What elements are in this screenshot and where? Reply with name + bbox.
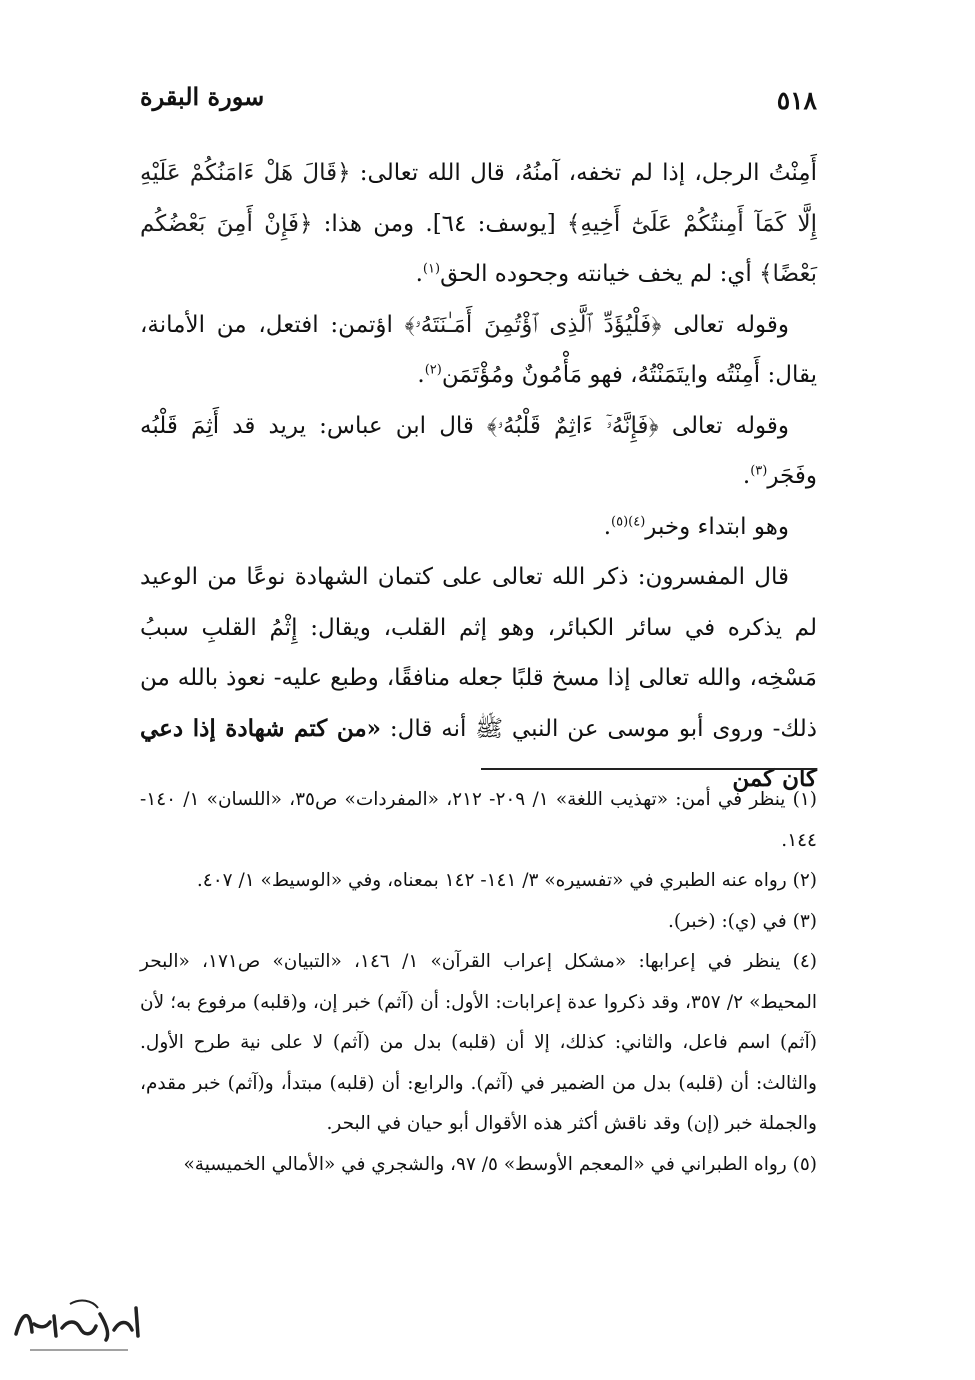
text: . — [415, 261, 423, 287]
footnote-ref[interactable]: (١) — [422, 261, 441, 277]
footnote-2: (٢) رواه عنه الطبري في «تفسيره» ٣/ ١٤١- ١٤٢ بمعناه، وفي «الوسيط» ١/ ٤٠٧. — [196, 870, 817, 891]
paragraph-2 — [140, 300, 817, 401]
footnote-ref[interactable]: (٥) — [611, 513, 629, 529]
quran-quote: ﴿قَالَ هَلْ ءَامَنُكُمْ عَلَيْهِ إِلَّا كَمَآ أَمِنتُكُمْ عَلَىٰٓ أَخِيهِ﴾ — [140, 160, 817, 237]
footnote-1: (١) ينظر في أمن: «تهذيب اللغة» ١/ ٢٠٩- ٢١٢، «المفردات» ص٣٥، «اللسان» ١/ ١٤٠- ١٤٤. — [140, 789, 817, 851]
quran-quote: ﴿فَإِنَّهُۥٓ ءَاثِمٌ قَلْبُهُۥ﴾ — [487, 412, 659, 439]
surah-title: سورة البقرة — [140, 82, 265, 111]
text: أي: لم يخف خيانته وجحوده الحق — [440, 261, 760, 287]
page-number: ٥١٨ — [776, 86, 817, 115]
text: [يوسف: ٦٤]. ومن هذا: — [312, 210, 567, 237]
footnote-ref[interactable]: (٤) — [628, 513, 646, 529]
footnote-3: (٣) في (ي): (خبر). — [668, 910, 817, 932]
text: وقوله تعالى — [661, 311, 789, 338]
paragraph-1 — [140, 148, 817, 300]
footnote-divider — [481, 768, 817, 770]
paragraph-4 — [140, 502, 817, 553]
watermark-logo — [10, 1294, 150, 1358]
text: . — [603, 513, 611, 540]
text: أَمِنْتُ الرجل، إذا لم تخفه، آمنُهُ، قال الله تعالى: — [350, 160, 817, 186]
text: قال المفسرون: ذكر الله تعالى على كتمان الشهادة نوعًا من الوعيد لم يذكره في سائر الكبائر، وهو إثم القلب، ويقال: إِثْمُ القلبِ سببُ مَسْخِه، والله تعالى إذا مسخ قلبًا جعله منافقًا، وطبع عليه- نعوذ بالله من ذلك- وروى أبو موسى عن النبي ﷺ أنه قال: — [140, 564, 817, 742]
text: وهو ابتداء وخبر — [645, 513, 789, 540]
text: وقوله تعالى — [658, 412, 789, 439]
footnotes — [140, 780, 817, 1185]
hadith-quote: «من كتم شهادة إذا دعي كان كمن — [140, 714, 817, 792]
paragraph-3 — [140, 401, 817, 502]
text: اؤتمن: افتعل، من الأمانة، يقال: أَمِنْتُه وايتَمَنْتُهُ، فهو مَأْمُونٌ ومُؤْتَمَن — [140, 311, 817, 388]
main-text — [140, 148, 817, 805]
paragraph-5 — [140, 552, 817, 805]
quran-quote: ﴿فَلْيُؤَدِّ ٱلَّذِى ٱؤْتُمِنَ أَمَـٰنَتَهُۥ﴾ — [404, 311, 662, 338]
text: . — [417, 362, 425, 388]
footnote-ref[interactable]: (٢) — [424, 362, 442, 378]
footnote-4: (٤) ينظر في إعرابها: «مشكل إعراب القرآن» ١/ ١٤٦، «التبيان» ص١٧١، «البحر المحيط» ٢/ ٣٥٧، وقد ذكروا عدة إعرابات: الأول: أن (آثم) خبر إن، و(قلبه) مرفوع به؛ لأن (آثم) اسم فاعل، والثاني: كذلك، إلا أن (قلبه) بدل من (آثم) لا على نية طرح الأول. والثالث: أن (قلبه) بدل من الضمير في (آثم). والرابع: أن (قلبه) مبتدأ، و(آثم) خبر مقدم، والجملة خبر (إن) وقد ناقش أكثر هذه الأقوال أبو حيان في البحر. — [140, 951, 817, 1134]
text: . — [742, 463, 751, 489]
footnote-5: (٥) رواه الطبراني في «المعجم الأوسط» ٥/ ٩٧، والشجري في «الأمالي الخميسية» — [183, 1153, 817, 1175]
text: قال ابن عباس: يريد قد أَثِمَ قَلْبُه وفَجَر — [140, 412, 817, 489]
page-header — [140, 78, 817, 118]
quran-quote: ﴿فَإِنْ أَمِنَ بَعْضُكُم بَعْضًا﴾ — [140, 210, 817, 287]
footnote-ref[interactable]: (٣) — [750, 463, 768, 479]
